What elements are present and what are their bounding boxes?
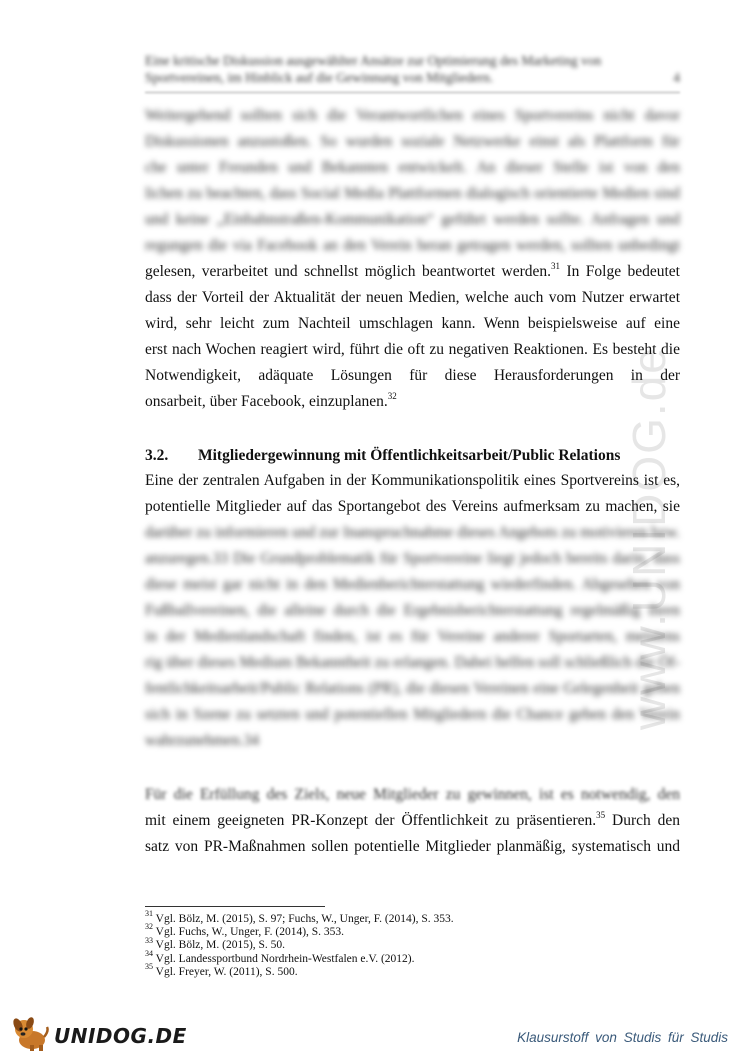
footnote: $^{32}$ Vgl. Fuchs, W., Unger, F. (2014), S. 353. [145, 922, 345, 939]
text-line: dass der Vorteil der Aktualität der neuen Medien, welche auch vom Nutzer erwartet [145, 289, 680, 306]
footnote: $^{35}$ Vgl. Freyer, W. (2011), S. 500. [145, 961, 298, 978]
text-line: Weitergehend sollten sich die Verantwortlichen eines Sportvereins nicht davor [145, 107, 680, 124]
header-rule [145, 92, 680, 93]
text-line: Eine der zentralen Aufgaben in der Kommunikationspolitik eines Sportvereins ist es, [145, 472, 680, 489]
text-line: mit einem geeigneten PR-Konzept der Öffentlichkeit zu präsentieren.$^{35}$ Durch den [145, 809, 680, 829]
paragraph-2 [145, 468, 680, 754]
text-line: Fußballvereinen, die alleine durch die Ergebnisberichterstattung regelmäßig ihren [145, 602, 680, 619]
text-line: darüber zu informieren und zur Inanspruchnahme dieses Angebots zu motivieren bzw. [145, 524, 680, 541]
section-heading [145, 447, 620, 465]
footnote-ref: 35 [596, 809, 606, 820]
header-line-2: Sportvereinen, im Hinblick auf die Gewinnung von Mitgliedern. [145, 70, 494, 85]
footnote-ref: 31 [551, 260, 561, 271]
paragraph-1 [145, 103, 680, 415]
running-header [145, 52, 680, 86]
footnotes [145, 909, 680, 979]
text-line: sich in Szene zu setzten und potentiellen Mitgliedern die Chance geben den Verein [145, 706, 680, 723]
text-line: regungen die via Facebook an den Verein heran getragen werden, sollten unbedingt [145, 237, 680, 254]
text-line: potentielle Mitglieder auf das Sportangebot des Vereins aufmerksam zu machen, sie [145, 498, 680, 515]
section-number: 3.2. [145, 447, 169, 464]
text-line: anzuregen.33 Die Grundproblematik für Sportvereine liegt jedoch bereits darin, dass [145, 550, 680, 567]
footnote: $^{31}$ Vgl. Bölz, M. (2015), S. 97; Fuchs, W., Unger, F. (2014), S. 353. [145, 909, 454, 925]
footnote-ref: 32 [387, 390, 397, 401]
footnote: $^{33}$ Vgl. Bölz, M. (2015), S. 50. [145, 935, 286, 952]
text-line: gelesen, verarbeitet und schnellst möglich beantwortet werden.$^{31}$ In Folge bedeutet [145, 260, 680, 280]
text-line: wird, sehr leicht zum Nachteil umschlagen kann. Wenn beispielsweise auf eine [145, 315, 680, 332]
text-line: diese meist gar nicht in den Medienberichterstattung wiederfinden. Abgesehen von [145, 576, 680, 593]
text-line: und keine „Einbahnstraßen-Kommunikation“ geführt werden sollte. Anfragen und [145, 211, 680, 228]
text-line: fentlichkeitsarbeit/Public Relations (PR), die diesen Vereinen eine Gelegenheit geben [145, 680, 680, 697]
page-number: 4 [673, 70, 680, 85]
text-line: erst nach Wochen reagiert wird, führt die oft zu negativen Reaktionen. Es besteht die [145, 341, 680, 358]
unidog-logo [6, 1014, 187, 1054]
logo-text: UNIDOG.DE [54, 1024, 187, 1048]
footnote: $^{34}$ Vgl. Landessportbund Nordrhein-Westfalen e.V. (2012). [145, 948, 415, 965]
text-line: Notwendigkeit, adäquate Lösungen für diese Herausforderungen in der [145, 367, 680, 384]
text-line: in der Medienlandschaft finden, ist es für Vereine anderer Sportarten, meistens [145, 628, 680, 645]
paragraph-3 [145, 782, 680, 860]
text-line: lichen zu beachten, dass Social Media Plattformen dialogisch orientierte Medien sind [145, 185, 680, 202]
header-line-1: Eine kritische Diskussion ausgewählter Ansätze zur Optimierung des Marketing von [145, 53, 602, 68]
text-line: wahrzunehmen.34 [145, 732, 260, 749]
section-title: Mitgliedergewinnung mit Öffentlichkeitsarbeit/Public Relations [198, 447, 621, 464]
footer-tagline: Klausurstoff von Studis für Studis [517, 1030, 728, 1045]
text-line: onsarbeit, über Facebook, einzuplanen.$^{32}$ [145, 390, 397, 410]
text-line: rig über dieses Medium Bekanntheit zu erlangen. Dabei helfen soll schließlich die Öf- [145, 654, 680, 671]
text-line: che unter Freunden und Bekannten entwickelt. An dieser Stelle ist von den [145, 159, 680, 176]
footnote-rule [145, 906, 325, 907]
text-line: Für die Erfüllung des Ziels, neue Mitglieder zu gewinnen, ist es notwendig, den [145, 786, 680, 803]
text-line: Diskussionen anzustoßen. So wurden soziale Netzwerke einst als Plattform für [145, 133, 680, 150]
text-line: satz von PR-Maßnahmen sollen potentielle Mitglieder planmäßig, systematisch und [145, 838, 680, 855]
watermark: www.UNIDOG.de [623, 346, 675, 730]
dog-icon [10, 1016, 50, 1052]
